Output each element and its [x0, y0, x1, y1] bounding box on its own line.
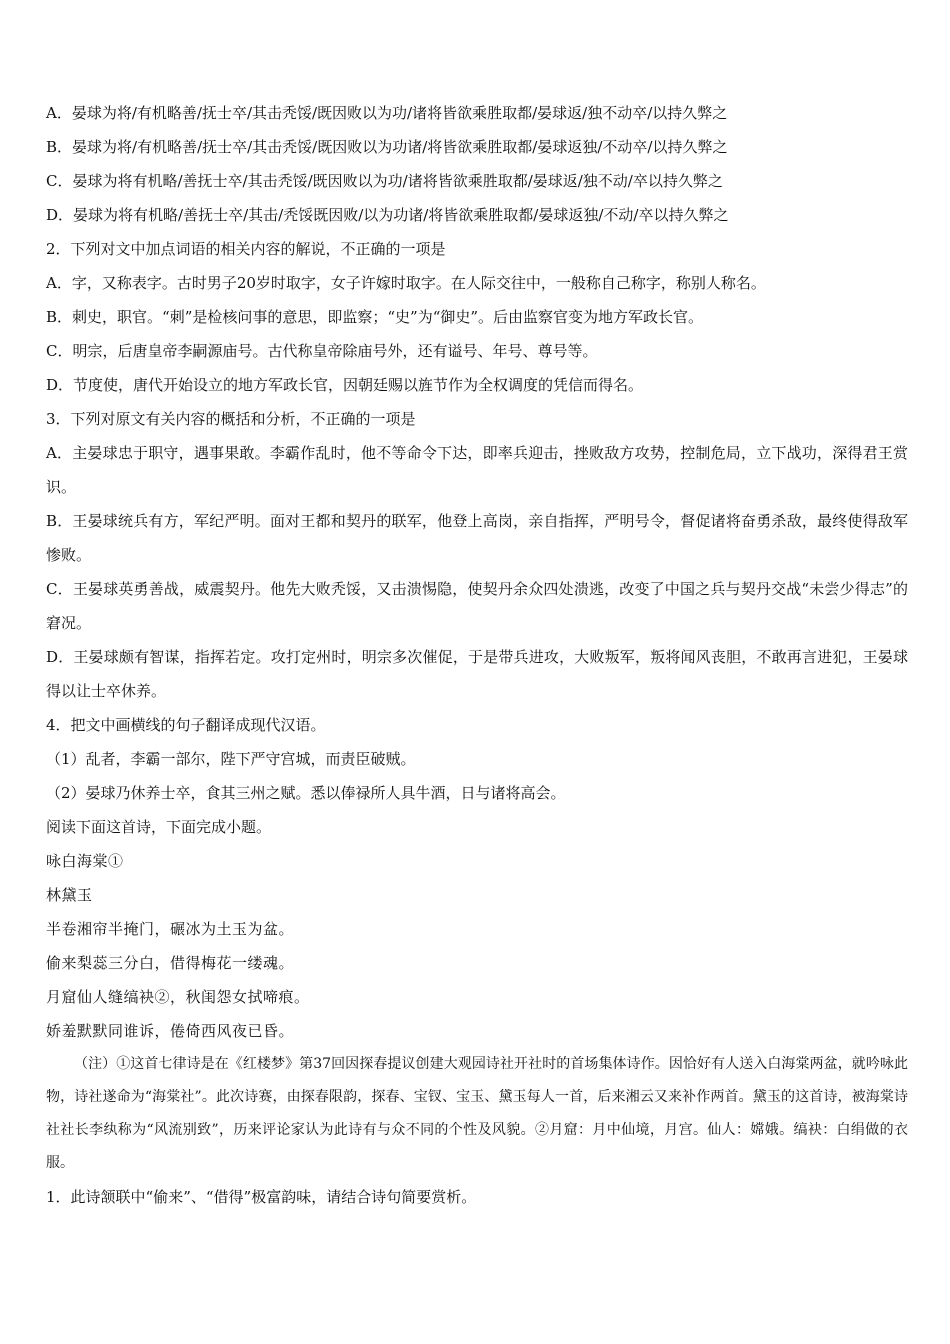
q3-option-d: D．王晏球颇有智谋，指挥若定。攻打定州时，明宗多次催促，于是带兵进攻，大败叛军，叛将闻风丧胆，不敢再言进犯，王晏球得以让士卒休养。 [46, 648, 908, 700]
q1-options [46, 96, 908, 232]
poem-question-1: 1．此诗颔联中“偷来”、“借得”极富韵味，请结合诗句简要赏析。 [46, 1188, 477, 1206]
q3-stem: 3．下列对原文有关内容的概括和分析，不正确的一项是 [46, 410, 416, 428]
q4-stem: 4．把文中画横线的句子翻译成现代汉语。 [46, 716, 326, 734]
poem [46, 844, 908, 1048]
poem-author: 林黛玉 [46, 886, 93, 904]
q4-item-2: （2）晏球乃休养士卒，食其三州之赋。悉以俸禄所人具牛酒，日与诸将高会。 [46, 784, 566, 802]
document-body [46, 96, 908, 1214]
poem-line-1: 半卷湘帘半掩门，碾冰为土玉为盆。 [46, 920, 295, 938]
q1-option-c: C．晏球为将有机略/善抚士卒/其击秃馁/既因败以为功/诸将皆欲乘胜取都/晏球返/独不动/卒以持久弊之 [46, 172, 723, 190]
q3-option-c: C．王晏球英勇善战，威震契丹。他先大败秃馁，又击溃惕隐，使契丹余众四处溃逃，改变了中国之兵与契丹交战“未尝少得志”的窘况。 [46, 580, 908, 632]
question-3 [46, 402, 908, 708]
q2-stem: 2．下列对文中加点词语的相关内容的解说，不正确的一项是 [46, 240, 446, 258]
poem-line-2: 偷来梨蕊三分白，借得梅花一缕魂。 [46, 954, 295, 972]
q1-option-a: A．晏球为将/有机略善/抚士卒/其击秃馁/既因败以为功/诸将皆欲乘胜取都/晏球返/独不动卒/以持久弊之 [46, 104, 728, 122]
poem-title: 咏白海棠① [46, 852, 124, 870]
q2-option-d: D．节度使，唐代开始设立的地方军政长官，因朝廷赐以旌节作为全权调度的凭信而得名。 [46, 376, 644, 394]
poem-note: （注）①这首七律诗是在《红楼梦》第37回因探春提议创建大观园诗社开社时的首场集体诗作。因恰好有人送入白海棠两盆，就吟咏此物，诗社遂命为“海棠社”。此次诗赛，由探春限韵，探春、宝钗、宝玉、黛玉每人一首，后来湘云又来补作两首。黛玉的这首诗，被海棠诗社社长李纨称为“风流别致”，历来评论家认为此诗有与众不同的个性及风貌。②月窟：月中仙境，月宫。仙人：嫦娥。缟袂：白绢做的衣服。 [46, 1056, 908, 1171]
q3-option-a: A．主晏球忠于职守，遇事果敢。李霸作乱时，他不等命令下达，即率兵迎击，挫败敌方攻势，控制危局，立下战功，深得君王赏识。 [46, 444, 908, 496]
question-4 [46, 708, 908, 810]
q2-option-a: A．字，又称表字。古时男子20岁时取字，女子许嫁时取字。在人际交往中，一般称自己称字，称别人称名。 [46, 274, 766, 292]
poem-line-4: 娇羞默默同谁诉，倦倚西风夜已昏。 [46, 1022, 295, 1040]
q4-item-1: （1）乱者，李霸一部尔，陛下严守宫城，而责臣破贼。 [46, 750, 416, 768]
q1-option-d: D．晏球为将有机略/善抚士卒/其击/秃馁既因败/以为功诸/将皆欲乘胜取都/晏球返独/不动/卒以持久弊之 [46, 206, 729, 224]
q1-option-b: B．晏球为将/有机略善/抚士卒/其击秃馁/既因败以为功诸/将皆欲乘胜取都/晏球返独/不动卒/以持久弊之 [46, 138, 728, 156]
q2-option-b: B．刺史，职官。“刺”是检核问事的意思，即监察；“史”为“御史”。后由监察官变为地方军政长官。 [46, 308, 704, 326]
reading-intro: 阅读下面这首诗，下面完成小题。 [46, 818, 272, 836]
q2-option-c: C．明宗，后唐皇帝李嗣源庙号。古代称皇帝除庙号外，还有谥号、年号、尊号等。 [46, 342, 598, 360]
question-2 [46, 232, 908, 402]
q3-option-b: B．王晏球统兵有方，军纪严明。面对王都和契丹的联军，他登上高岗，亲自指挥，严明号令，督促诸将奋勇杀敌，最终使得敌军惨败。 [46, 512, 908, 564]
poem-line-3: 月窟仙人缝缟袂②，秋闺怨女拭啼痕。 [46, 988, 310, 1006]
